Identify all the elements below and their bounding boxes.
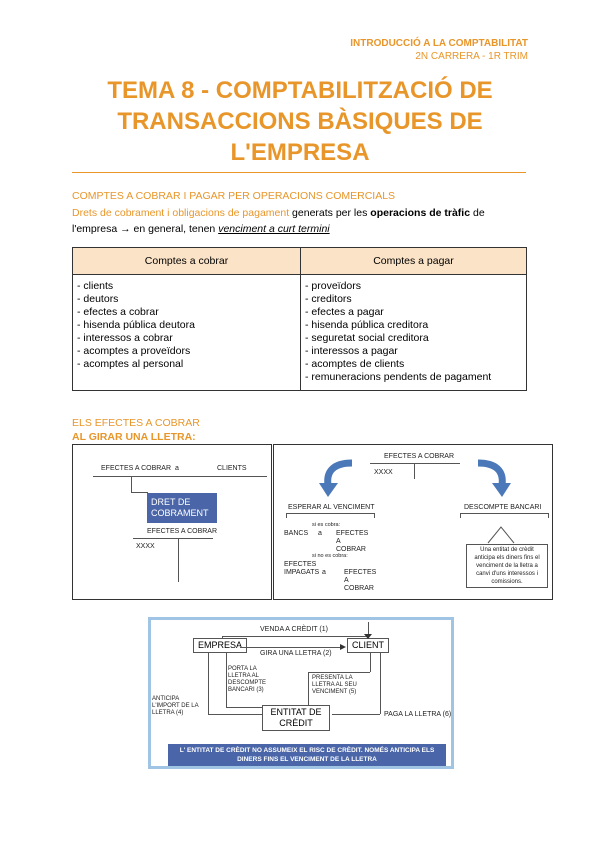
curved-arrow-right-icon — [474, 459, 514, 501]
flow-line — [240, 647, 340, 648]
para-underline: venciment a curt termini — [218, 223, 330, 235]
t-account-value: XXXX — [374, 469, 393, 476]
entry-credit: EFECTES A COBRAR — [336, 530, 369, 553]
t-account-stem — [414, 463, 415, 479]
section-subheading-bills: AL GIRAR UNA LLETRA: — [72, 431, 196, 443]
entity-credit: ENTITAT DE CRÈDIT — [262, 705, 330, 731]
list-item: - clients — [77, 280, 114, 292]
course-title: INTRODUCCIÓ A LA COMPTABILITAT — [350, 38, 528, 49]
flow-line — [208, 652, 209, 714]
arrow-right-icon — [340, 644, 346, 650]
entry-credit: EFECTES A COBRAR — [344, 569, 377, 592]
t-account-value: XXXX — [136, 543, 155, 550]
section-heading-bills: ELS EFECTES A COBRAR — [72, 417, 200, 429]
list-item: - interessos a pagar — [305, 345, 398, 357]
entity-client: CLIENT — [347, 638, 389, 653]
diagram-bill-options — [273, 444, 553, 600]
para-highlight: Drets de cobrament i obligacions de pagament — [72, 207, 290, 219]
note-if-collected: si es cobra: — [312, 522, 341, 528]
dret-cobrament-box: DRET DE COBRAMENT — [147, 493, 217, 523]
journal-credit: CLIENTS — [217, 465, 247, 472]
flow-line — [222, 636, 368, 637]
accounts-table — [72, 247, 527, 391]
list-item: - hisenda pública creditora — [305, 319, 429, 331]
list-item: - proveïdors — [305, 280, 362, 292]
flow-line — [208, 714, 262, 715]
note-if-not-collected: si no es cobra: — [312, 553, 348, 559]
page-title — [72, 75, 528, 168]
para-text-2: de l'empresa → en general, tenen — [72, 207, 485, 235]
flow-step-3: PORTA LA LLETRA AL DESCOMPTE BANCARI (3) — [228, 666, 267, 693]
list-item: - efectes a cobrar — [77, 306, 159, 318]
flow-line — [380, 652, 381, 714]
option-bank-discount: DESCOMPTE BANCARI — [464, 504, 542, 511]
t-account-bar — [133, 538, 213, 539]
payable-list — [301, 275, 527, 391]
flow-line — [226, 652, 227, 707]
flow-step-4: ANTICIPA L'IMPORT DE LA LLETRA (4) — [152, 696, 199, 716]
t-account-bar — [370, 463, 460, 464]
flow-step-2: GIRA UNA LLETRA (2) — [260, 650, 332, 657]
t-account-title: EFECTES A COBRAR — [147, 528, 218, 535]
journal-debit: EFECTES A COBRAR — [101, 465, 172, 472]
risk-banner: L' ENTITAT DE CRÈDIT NO ASSUMEIX EL RISC DE CRÈDIT. NOMÉS ANTICIPA ELS DINERS FINS EL VENCIMENT DE LA LLETRA — [168, 744, 446, 766]
journal-line — [93, 476, 267, 477]
journal-a: a — [175, 465, 179, 472]
list-item: - acomptes al personal — [77, 358, 184, 370]
title-divider — [72, 172, 526, 173]
entry-debit: EFECTES IMPAGATS — [284, 561, 320, 576]
para-text-1: generats per les — [289, 207, 371, 219]
section-heading-accounts: COMPTES A COBRAR I PAGAR PER OPERACIONS COMERCIALS — [72, 190, 396, 202]
bank-discount-note: Una entitat de crèdit anticipa els diners fins el venciment de la lletra a canvi d'uns interessos i comissions. — [466, 544, 548, 588]
t-account-title: EFECTES A COBRAR — [384, 453, 455, 460]
entry-a: a — [322, 569, 326, 576]
curved-arrow-left-icon — [316, 459, 356, 501]
title-line-3: L'EMPRESA — [230, 139, 370, 166]
receivable-list — [73, 275, 301, 391]
list-item: - acomptes a proveïdors — [77, 345, 191, 357]
flow-step-6: PAGA LA LLETRA (6) — [384, 711, 452, 718]
flow-line — [370, 652, 371, 672]
flow-line — [308, 672, 370, 673]
table-header-payable: Comptes a pagar — [301, 248, 527, 275]
option-tick — [548, 513, 549, 518]
option-tick — [374, 513, 375, 518]
option-tick — [460, 513, 461, 518]
list-item: - interessos a cobrar — [77, 332, 173, 344]
flow-line — [308, 672, 309, 705]
t-account-stem — [178, 538, 179, 582]
connector-line — [131, 476, 132, 492]
flow-step-5: PRESENTA LA LLETRA AL SEU VENCIMENT (5) — [312, 675, 357, 695]
entry-a: a — [318, 530, 322, 537]
connector-line — [131, 492, 148, 493]
entity-empresa: EMPRESA — [193, 638, 247, 653]
list-item: - seguretat social creditora — [305, 332, 429, 344]
flow-step-1: VENDA A CRÈDIT (1) — [260, 626, 328, 633]
list-item: - creditors — [305, 293, 352, 305]
intro-paragraph — [72, 205, 528, 237]
option-underline — [286, 513, 374, 514]
flow-line — [332, 714, 380, 715]
title-line-2: TRANSACCIONS BÀSIQUES DE — [117, 108, 483, 135]
flow-line — [226, 707, 262, 708]
list-item: - remuneracions pendents de pagament — [305, 371, 492, 383]
list-item: - acomptes de clients — [305, 358, 405, 370]
title-line-1: TEMA 8 - COMPTABILITZACIÓ DE — [107, 77, 493, 104]
list-item: - efectes a pagar — [305, 306, 384, 318]
option-wait-maturity: ESPERAR AL VENCIMENT — [288, 504, 375, 511]
course-term: 2N CARRERA - 1R TRIM — [415, 51, 528, 62]
entry-debit: BANCS — [284, 530, 309, 537]
list-item: - hisenda pública deutora — [77, 319, 195, 331]
callout-pointer-icon — [486, 525, 516, 545]
option-tick — [286, 513, 287, 518]
option-underline — [460, 513, 548, 514]
para-bold: operacions de tràfic — [370, 207, 471, 219]
list-item: - deutors — [77, 293, 119, 305]
flow-line — [222, 636, 223, 639]
arrow-down-icon — [364, 634, 372, 639]
table-header-receivable: Comptes a cobrar — [73, 248, 301, 275]
